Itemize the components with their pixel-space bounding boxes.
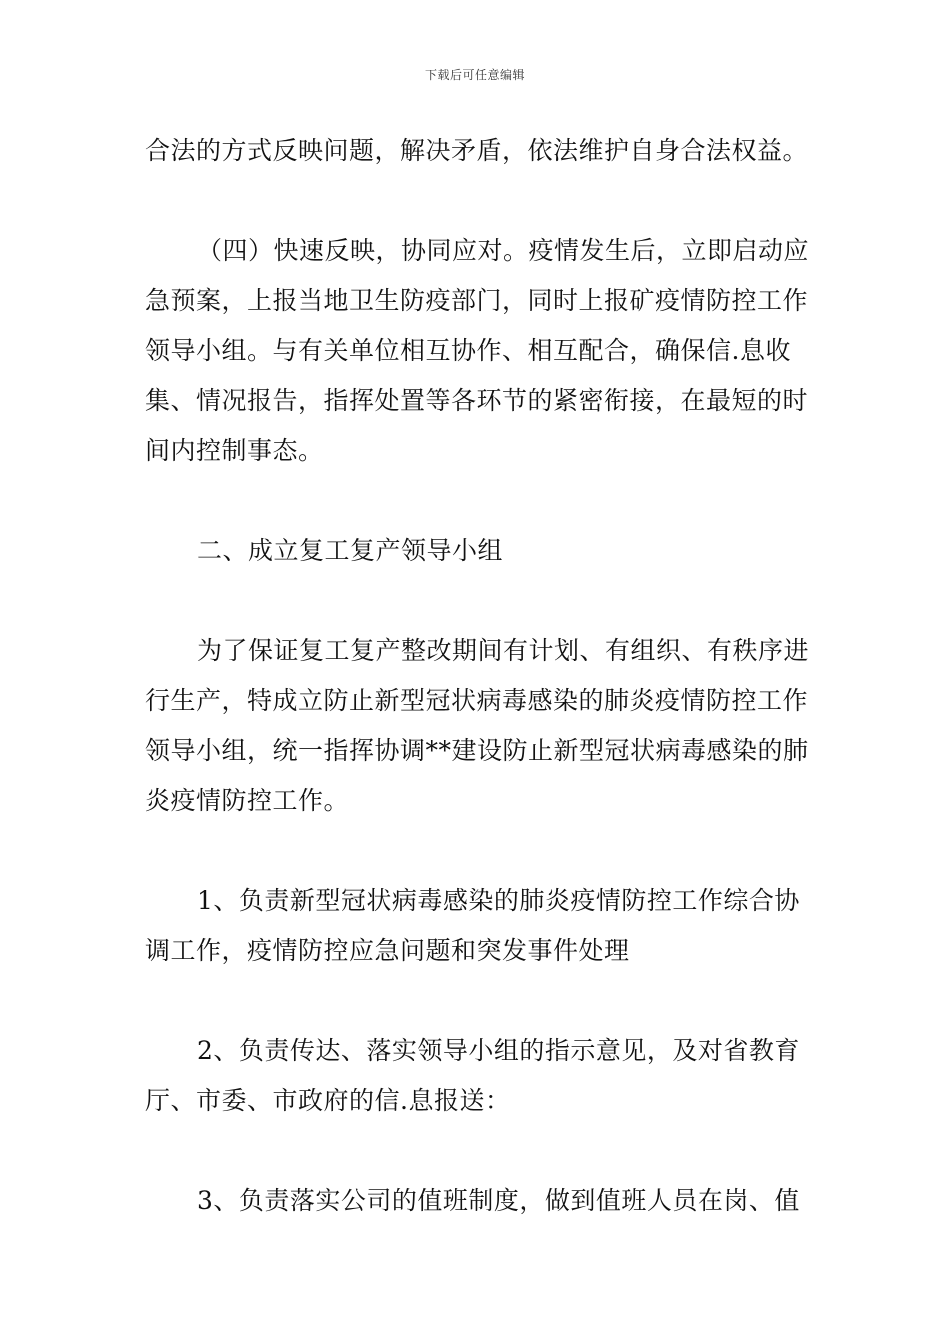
list-item-3: 3、负责落实公司的值班制度，做到值班人员在岗、值: [197, 1186, 800, 1215]
list-item-1: 1、负责新型冠状病毒感染的肺炎疫情防控工作综合协调工作，疫情防控应急问题和突发事件处理: [145, 886, 800, 965]
page-header: 下载后可任意编辑: [424, 68, 525, 82]
paragraph-rapid-response: （四）快速反映，协同应对。疫情发生后，立即启动应急预案，上报当地卫生防疫部门，同时上报矿疫情防控工作领导小组。与有关单位相互协作、相互配合，确保信.息收集、情况报告，指挥处置等各环节的紧密衔接，在最短的时间内控制事态。: [145, 236, 810, 465]
paragraph-group-purpose: 为了保证复工复产整改期间有计划、有组织、有秩序进行生产，特成立防止新型冠状病毒感染的肺炎疫情防控工作领导小组，统一指挥协调**建设防止新型冠状病毒感染的肺炎疫情防控工作。: [145, 636, 810, 815]
document-body: [145, 126, 810, 1226]
section-heading-leadership-group: 二、成立复工复产领导小组: [197, 536, 504, 565]
list-item-2: 2、负责传达、落实领导小组的指示意见，及对省教育厅、市委、市政府的信.息报送：: [145, 1036, 800, 1115]
paragraph-continuation: 合法的方式反映问题，解决矛盾，依法维护自身合法权益。: [145, 136, 809, 165]
